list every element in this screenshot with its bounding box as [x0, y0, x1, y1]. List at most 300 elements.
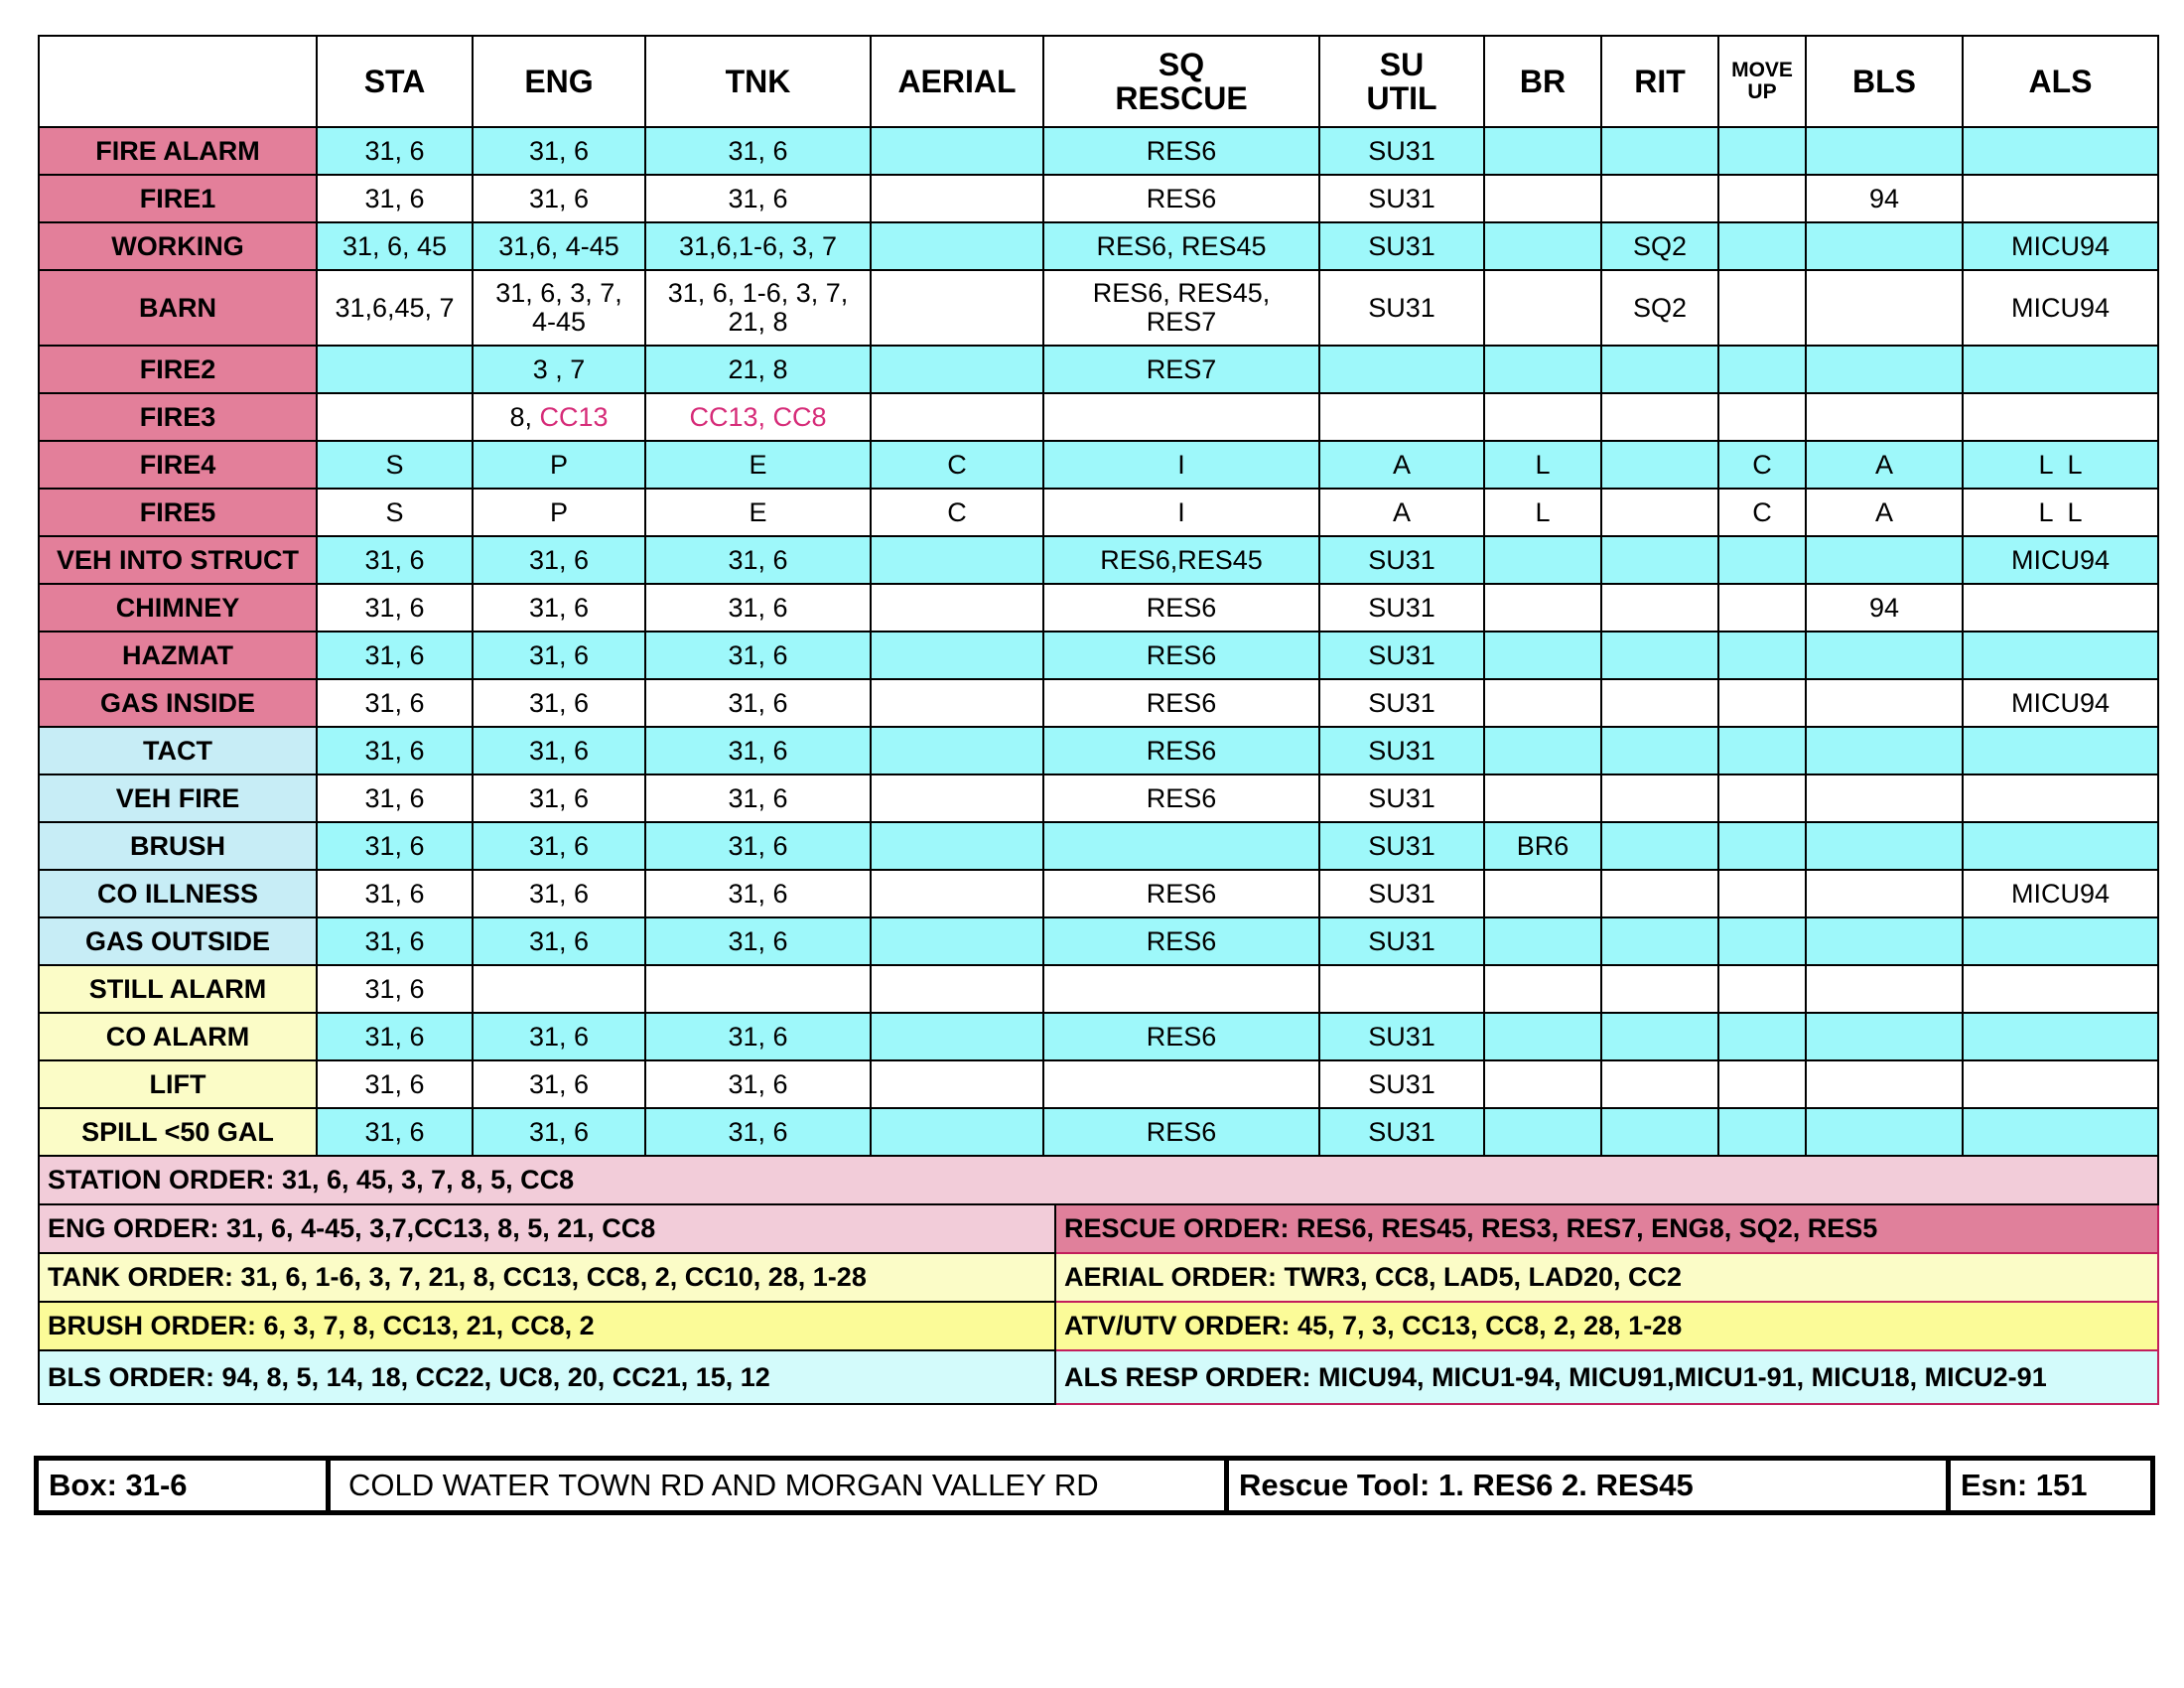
cell-br — [1484, 175, 1601, 222]
cell-br — [1484, 1013, 1601, 1060]
cell-br — [1484, 870, 1601, 917]
cell-aerial — [871, 1013, 1043, 1060]
cell-eng: 31, 6 — [473, 175, 645, 222]
cell-rit — [1601, 917, 1718, 965]
cell-aerial — [871, 774, 1043, 822]
cell-als — [1963, 393, 2158, 441]
cell-eng: 31, 6 — [473, 822, 645, 870]
cell-aerial — [871, 1060, 1043, 1108]
table-row — [39, 175, 2158, 222]
box-number: Box: 31-6 — [39, 1461, 331, 1510]
cell-tnk: E — [645, 489, 871, 536]
cell-su-util: SU31 — [1319, 127, 1484, 175]
cell-als: L L — [1963, 489, 2158, 536]
cell-bls — [1806, 632, 1963, 679]
cell-als: L L — [1963, 441, 2158, 489]
cell-als — [1963, 1060, 2158, 1108]
cell-br — [1484, 1060, 1601, 1108]
brush-atv-order-row — [39, 1302, 2158, 1350]
cell-move-up: C — [1718, 441, 1806, 489]
cell-bls — [1806, 1108, 1963, 1156]
cell-su-util — [1319, 965, 1484, 1013]
table-row — [39, 346, 2158, 393]
bls-als-order-row — [39, 1350, 2158, 1404]
col-header-sta: STA — [317, 36, 473, 127]
cell-eng: 31, 6, 3, 7, 4-45 — [473, 270, 645, 346]
cell-rit — [1601, 965, 1718, 1013]
cell-bls — [1806, 870, 1963, 917]
cell-su-util: A — [1319, 441, 1484, 489]
cell-als — [1963, 727, 2158, 774]
row-label: GAS INSIDE — [39, 679, 317, 727]
cell-sta: 31, 6 — [317, 822, 473, 870]
cell-sq-rescue — [1043, 965, 1319, 1013]
row-label: SPILL <50 GAL — [39, 1108, 317, 1156]
cell-move-up — [1718, 1013, 1806, 1060]
cell-sta: 31, 6 — [317, 632, 473, 679]
table-row — [39, 489, 2158, 536]
cell-tnk: 31, 6 — [645, 175, 871, 222]
cell-bls: A — [1806, 489, 1963, 536]
cell-br — [1484, 632, 1601, 679]
cell-als — [1963, 917, 2158, 965]
cell-sq-rescue: RES6, RES45 — [1043, 222, 1319, 270]
col-header-bls: BLS — [1806, 36, 1963, 127]
station-order-row — [39, 1156, 2158, 1204]
col-header-br: BR — [1484, 36, 1601, 127]
cell-sq-rescue: RES6 — [1043, 774, 1319, 822]
cell-sta: 31,6,45, 7 — [317, 270, 473, 346]
cell-br — [1484, 965, 1601, 1013]
cell-bls — [1806, 536, 1963, 584]
cell-move-up — [1718, 536, 1806, 584]
table-row — [39, 536, 2158, 584]
table-row — [39, 222, 2158, 270]
cell-aerial — [871, 127, 1043, 175]
cell-br — [1484, 727, 1601, 774]
cell-rit — [1601, 346, 1718, 393]
cell-br — [1484, 536, 1601, 584]
table-row — [39, 270, 2158, 346]
cell-move-up — [1718, 632, 1806, 679]
cell-sta: 31, 6 — [317, 1108, 473, 1156]
cell-sta: S — [317, 489, 473, 536]
col-header-tnk: TNK — [645, 36, 871, 127]
rescue-tool: Rescue Tool: 1. RES6 2. RES45 — [1229, 1461, 1951, 1510]
table-row — [39, 584, 2158, 632]
cell-br — [1484, 679, 1601, 727]
row-label: VEH FIRE — [39, 774, 317, 822]
cell-move-up — [1718, 270, 1806, 346]
cell-sq-rescue: RES6 — [1043, 584, 1319, 632]
cell-move-up: C — [1718, 489, 1806, 536]
cell-su-util: SU31 — [1319, 822, 1484, 870]
row-label: FIRE3 — [39, 393, 317, 441]
cell-als: MICU94 — [1963, 270, 2158, 346]
cell-rit — [1601, 679, 1718, 727]
cell-eng: P — [473, 489, 645, 536]
cell-als: MICU94 — [1963, 870, 2158, 917]
cell-br — [1484, 346, 1601, 393]
cell-move-up — [1718, 346, 1806, 393]
cell-tnk: 31, 6, 1-6, 3, 7, 21, 8 — [645, 270, 871, 346]
cell-eng: 31, 6 — [473, 774, 645, 822]
cell-rit — [1601, 632, 1718, 679]
cell-sta: 31, 6 — [317, 870, 473, 917]
table-row — [39, 632, 2158, 679]
cell-rit — [1601, 1108, 1718, 1156]
cell-rit — [1601, 175, 1718, 222]
cell-eng: 31, 6 — [473, 632, 645, 679]
cell-sq-rescue — [1043, 393, 1319, 441]
cell-als — [1963, 1013, 2158, 1060]
cell-als: MICU94 — [1963, 536, 2158, 584]
run-card — [38, 35, 2157, 1405]
cell-su-util: SU31 — [1319, 222, 1484, 270]
cell-tnk: 31, 6 — [645, 679, 871, 727]
cell-sq-rescue: RES6, RES45, RES7 — [1043, 270, 1319, 346]
table-row — [39, 441, 2158, 489]
cell-aerial — [871, 584, 1043, 632]
cell-tnk: 31, 6 — [645, 727, 871, 774]
cell-rit — [1601, 1013, 1718, 1060]
cell-tnk: E — [645, 441, 871, 489]
cell-als — [1963, 632, 2158, 679]
footer-bar — [34, 1456, 2155, 1515]
table-row — [39, 917, 2158, 965]
cell-bls — [1806, 917, 1963, 965]
fire3-tnk-sep: , — [757, 401, 773, 432]
cell-su-util: SU31 — [1319, 584, 1484, 632]
cell-move-up — [1718, 222, 1806, 270]
cell-br — [1484, 774, 1601, 822]
cell-tnk: 31, 6 — [645, 917, 871, 965]
cell-sta — [317, 346, 473, 393]
cell-eng: 3 , 7 — [473, 346, 645, 393]
cell-move-up — [1718, 774, 1806, 822]
cell-su-util — [1319, 393, 1484, 441]
cell-aerial — [871, 679, 1043, 727]
cell-move-up — [1718, 175, 1806, 222]
cell-aerial — [871, 270, 1043, 346]
cell-su-util: SU31 — [1319, 679, 1484, 727]
cell-bls — [1806, 822, 1963, 870]
row-label: FIRE5 — [39, 489, 317, 536]
corner-cell — [39, 36, 317, 127]
cell-su-util: SU31 — [1319, 774, 1484, 822]
cell-sq-rescue: I — [1043, 441, 1319, 489]
cell-su-util: A — [1319, 489, 1484, 536]
cell-aerial — [871, 822, 1043, 870]
row-label: BRUSH — [39, 822, 317, 870]
cell-su-util: SU31 — [1319, 917, 1484, 965]
cell-aerial — [871, 632, 1043, 679]
cell-eng: 31, 6 — [473, 727, 645, 774]
cell-bls: A — [1806, 441, 1963, 489]
cell-rit — [1601, 536, 1718, 584]
cell-eng: 31, 6 — [473, 870, 645, 917]
cell-sq-rescue: RES6 — [1043, 870, 1319, 917]
cell-bls — [1806, 727, 1963, 774]
cell-als — [1963, 1108, 2158, 1156]
address: COLD WATER TOWN RD AND MORGAN VALLEY RD — [331, 1461, 1229, 1510]
cell-sta: 31, 6 — [317, 536, 473, 584]
cell-move-up — [1718, 1108, 1806, 1156]
table-row — [39, 822, 2158, 870]
cell-als — [1963, 965, 2158, 1013]
cell-move-up — [1718, 393, 1806, 441]
cell-sta: S — [317, 441, 473, 489]
row-label: HAZMAT — [39, 632, 317, 679]
cell-move-up — [1718, 584, 1806, 632]
cell-tnk: 31, 6 — [645, 584, 871, 632]
cell-aerial: C — [871, 489, 1043, 536]
cell-eng: 31, 6 — [473, 536, 645, 584]
table-row — [39, 727, 2158, 774]
cell-tnk: 31, 6 — [645, 632, 871, 679]
cell-tnk — [645, 965, 871, 1013]
cell-rit — [1601, 1060, 1718, 1108]
cell-eng: 31, 6 — [473, 127, 645, 175]
cell-aerial — [871, 175, 1043, 222]
fire3-eng-highlight: CC13 — [539, 401, 609, 432]
cell-aerial — [871, 393, 1043, 441]
eng-rescue-order-row — [39, 1204, 2158, 1253]
cell-br: BR6 — [1484, 822, 1601, 870]
cell-sta: 31, 6 — [317, 584, 473, 632]
cell-bls — [1806, 222, 1963, 270]
cell-aerial — [871, 870, 1043, 917]
cell-tnk: 31, 6 — [645, 774, 871, 822]
cell-sta: 31, 6, 45 — [317, 222, 473, 270]
cell-bls — [1806, 679, 1963, 727]
cell-move-up — [1718, 127, 1806, 175]
cell-tnk: 31, 6 — [645, 1108, 871, 1156]
table-row — [39, 1060, 2158, 1108]
cell-als — [1963, 175, 2158, 222]
row-label: CHIMNEY — [39, 584, 317, 632]
cell-eng: 31, 6 — [473, 1108, 645, 1156]
header-row — [39, 36, 2158, 127]
cell-bls — [1806, 774, 1963, 822]
cell-rit: SQ2 — [1601, 270, 1718, 346]
fire3-tnk-highlight-1: CC13 — [689, 401, 758, 432]
row-label: TACT — [39, 727, 317, 774]
cell-sta: 31, 6 — [317, 1060, 473, 1108]
cell-tnk — [645, 393, 871, 441]
cell-sq-rescue: RES6 — [1043, 917, 1319, 965]
col-header-aerial: AERIAL — [871, 36, 1043, 127]
bls-order: BLS ORDER: 94, 8, 5, 14, 18, CC22, UC8, 20, CC21, 15, 12 — [39, 1350, 1055, 1404]
table-row — [39, 1108, 2158, 1156]
cell-bls — [1806, 1060, 1963, 1108]
cell-sq-rescue: RES6 — [1043, 727, 1319, 774]
table-row — [39, 965, 2158, 1013]
cell-sq-rescue: RES6 — [1043, 1013, 1319, 1060]
cell-br — [1484, 584, 1601, 632]
cell-sta: 31, 6 — [317, 1013, 473, 1060]
col-header-move-up: MOVE UP — [1718, 36, 1806, 127]
cell-rit — [1601, 774, 1718, 822]
cell-br — [1484, 127, 1601, 175]
table-row — [39, 679, 2158, 727]
tank-aerial-order-row — [39, 1253, 2158, 1302]
row-label: CO ILLNESS — [39, 870, 317, 917]
brush-order: BRUSH ORDER: 6, 3, 7, 8, CC13, 21, CC8, 2 — [39, 1302, 1055, 1350]
response-grid — [38, 35, 2159, 1157]
cell-move-up — [1718, 822, 1806, 870]
cell-als — [1963, 346, 2158, 393]
cell-sq-rescue: RES6 — [1043, 127, 1319, 175]
cell-aerial — [871, 536, 1043, 584]
cell-sta: 31, 6 — [317, 774, 473, 822]
cell-bls — [1806, 346, 1963, 393]
cell-als — [1963, 822, 2158, 870]
cell-sq-rescue: RES6 — [1043, 632, 1319, 679]
col-header-eng: ENG — [473, 36, 645, 127]
cell-rit — [1601, 489, 1718, 536]
cell-rit — [1601, 584, 1718, 632]
cell-br: L — [1484, 441, 1601, 489]
cell-br: L — [1484, 489, 1601, 536]
cell-bls: 94 — [1806, 175, 1963, 222]
cell-als: MICU94 — [1963, 222, 2158, 270]
row-label: WORKING — [39, 222, 317, 270]
row-label: FIRE ALARM — [39, 127, 317, 175]
cell-eng: 31,6, 4-45 — [473, 222, 645, 270]
station-order: STATION ORDER: 31, 6, 45, 3, 7, 8, 5, CC8 — [39, 1156, 2158, 1204]
cell-move-up — [1718, 965, 1806, 1013]
cell-als: MICU94 — [1963, 679, 2158, 727]
cell-sq-rescue: RES6,RES45 — [1043, 536, 1319, 584]
cell-br — [1484, 393, 1601, 441]
cell-aerial — [871, 917, 1043, 965]
cell-bls — [1806, 127, 1963, 175]
cell-eng: 31, 6 — [473, 1060, 645, 1108]
cell-move-up — [1718, 917, 1806, 965]
cell-sta: 31, 6 — [317, 965, 473, 1013]
cell-eng: 31, 6 — [473, 679, 645, 727]
cell-aerial: C — [871, 441, 1043, 489]
table-row — [39, 393, 2158, 441]
cell-rit — [1601, 822, 1718, 870]
row-label: LIFT — [39, 1060, 317, 1108]
cell-sta: 31, 6 — [317, 727, 473, 774]
aerial-order: AERIAL ORDER: TWR3, CC8, LAD5, LAD20, CC2 — [1055, 1253, 2158, 1302]
fire3-tnk-highlight-2: CC8 — [772, 401, 827, 432]
cell-tnk: 31, 6 — [645, 536, 871, 584]
cell-als — [1963, 774, 2158, 822]
cell-sta: 31, 6 — [317, 127, 473, 175]
row-label: FIRE1 — [39, 175, 317, 222]
cell-su-util: SU31 — [1319, 870, 1484, 917]
table-row — [39, 774, 2158, 822]
cell-br — [1484, 222, 1601, 270]
cell-aerial — [871, 965, 1043, 1013]
cell-tnk: 31, 6 — [645, 127, 871, 175]
cell-su-util: SU31 — [1319, 1060, 1484, 1108]
cell-sta: 31, 6 — [317, 175, 473, 222]
row-label: FIRE4 — [39, 441, 317, 489]
cell-tnk: 31, 6 — [645, 870, 871, 917]
cell-su-util: SU31 — [1319, 1108, 1484, 1156]
cell-sta — [317, 393, 473, 441]
cell-su-util: SU31 — [1319, 536, 1484, 584]
cell-sq-rescue: RES6 — [1043, 1108, 1319, 1156]
cell-su-util: SU31 — [1319, 727, 1484, 774]
cell-move-up — [1718, 727, 1806, 774]
cell-aerial — [871, 727, 1043, 774]
cell-bls — [1806, 1013, 1963, 1060]
cell-su-util — [1319, 346, 1484, 393]
rescue-order: RESCUE ORDER: RES6, RES45, RES3, RES7, ENG8, SQ2, RES5 — [1055, 1204, 2158, 1253]
row-label: VEH INTO STRUCT — [39, 536, 317, 584]
cell-move-up — [1718, 1060, 1806, 1108]
cell-eng — [473, 965, 645, 1013]
cell-sta: 31, 6 — [317, 679, 473, 727]
cell-rit — [1601, 441, 1718, 489]
cell-rit: SQ2 — [1601, 222, 1718, 270]
cell-bls — [1806, 965, 1963, 1013]
cell-sq-rescue: I — [1043, 489, 1319, 536]
cell-tnk: 31, 6 — [645, 822, 871, 870]
col-header-sq-rescue: SQ RESCUE — [1043, 36, 1319, 127]
tank-order: TANK ORDER: 31, 6, 1-6, 3, 7, 21, 8, CC13, CC8, 2, CC10, 28, 1-28 — [39, 1253, 1055, 1302]
cell-bls — [1806, 270, 1963, 346]
eng-order: ENG ORDER: 31, 6, 4-45, 3,7,CC13, 8, 5, 21, CC8 — [39, 1204, 1055, 1253]
col-header-als: ALS — [1963, 36, 2158, 127]
cell-su-util: SU31 — [1319, 1013, 1484, 1060]
cell-sq-rescue: RES6 — [1043, 679, 1319, 727]
cell-aerial — [871, 346, 1043, 393]
cell-su-util: SU31 — [1319, 632, 1484, 679]
cell-bls: 94 — [1806, 584, 1963, 632]
row-label: GAS OUTSIDE — [39, 917, 317, 965]
cell-sq-rescue — [1043, 822, 1319, 870]
cell-tnk: 31,6,1-6, 3, 7 — [645, 222, 871, 270]
cell-br — [1484, 1108, 1601, 1156]
cell-eng — [473, 393, 645, 441]
grid-body — [39, 127, 2158, 1156]
cell-aerial — [871, 222, 1043, 270]
cell-su-util: SU31 — [1319, 270, 1484, 346]
cell-rit — [1601, 393, 1718, 441]
cell-tnk: 21, 8 — [645, 346, 871, 393]
cell-eng: 31, 6 — [473, 1013, 645, 1060]
cell-bls — [1806, 393, 1963, 441]
cell-sq-rescue — [1043, 1060, 1319, 1108]
cell-aerial — [871, 1108, 1043, 1156]
row-label: FIRE2 — [39, 346, 317, 393]
cell-rit — [1601, 870, 1718, 917]
table-row — [39, 870, 2158, 917]
cell-sq-rescue: RES6 — [1043, 175, 1319, 222]
cell-als — [1963, 127, 2158, 175]
cell-sta: 31, 6 — [317, 917, 473, 965]
cell-br — [1484, 917, 1601, 965]
table-row — [39, 127, 2158, 175]
cell-tnk: 31, 6 — [645, 1060, 871, 1108]
cell-move-up — [1718, 679, 1806, 727]
als-resp-order: ALS RESP ORDER: MICU94, MICU1-94, MICU91,MICU1-91, MICU18, MICU2-91 — [1055, 1350, 2158, 1404]
table-row — [39, 1013, 2158, 1060]
esn: Esn: 151 — [1961, 1468, 2088, 1502]
cell-eng: 31, 6 — [473, 584, 645, 632]
cell-eng: 31, 6 — [473, 917, 645, 965]
fire3-eng-prefix: 8, — [509, 401, 540, 432]
cell-sq-rescue: RES7 — [1043, 346, 1319, 393]
cell-move-up — [1718, 870, 1806, 917]
